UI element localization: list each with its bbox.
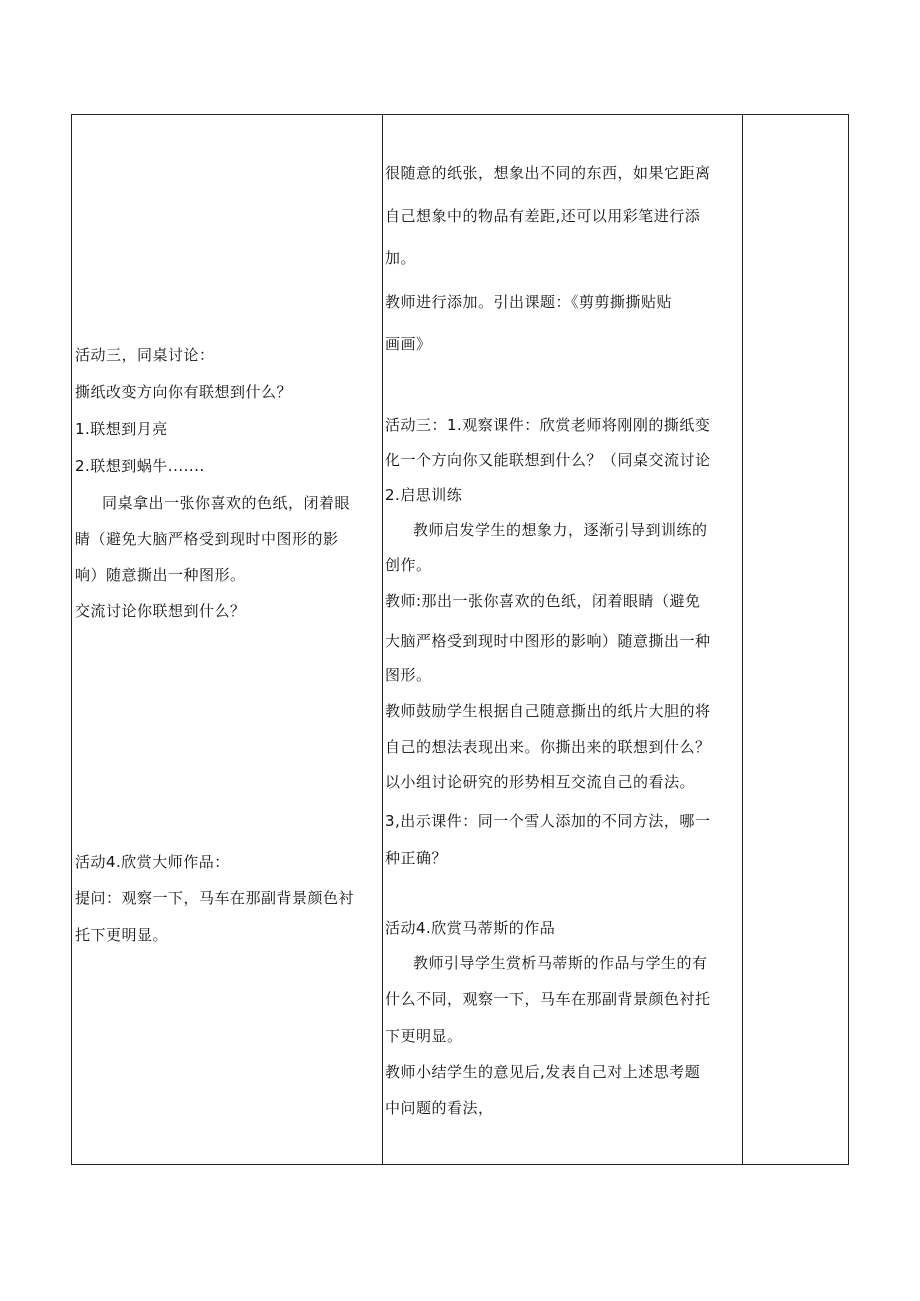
- activity4-line-5: 教师小结学生的意见后,发表自己对上述思考题: [385, 1063, 701, 1081]
- activity3-line-7: 大脑严格受到现时中图形的影响）随意撕出一种: [385, 632, 711, 650]
- activity4-line-3: 什么不同，观察一下，马车在那副背景颜色衬托: [385, 990, 711, 1008]
- activity3-line-6: 教师:那出一张你喜欢的色纸，闭着眼睛（避免: [385, 592, 701, 610]
- activity3-line-5: 创作。: [385, 556, 432, 574]
- activity4-line-2: 教师引导学生赏析马蒂斯的作品与学生的有: [413, 954, 708, 972]
- paragraph-2-line-2: 画画》: [385, 335, 432, 353]
- activity4-line-4: 下更明显。: [385, 1027, 463, 1045]
- activity3-line-3: 2.启思训练: [385, 486, 463, 504]
- activity3-title: 活动三，同桌讨论：: [75, 346, 215, 364]
- activity4-question-line-2: 托下更明显。: [75, 926, 169, 944]
- activity3-line-2: 化一个方向你又能联想到什么？（同桌交流讨论: [385, 451, 711, 469]
- activity3-line-13: 种正确？: [385, 849, 448, 867]
- instruction-line-2: 睛（避免大脑严格受到现时中图形的影: [75, 530, 339, 548]
- activity3-question: 撕纸改变方向你有联想到什么？: [75, 383, 293, 401]
- activity4-line-6: 中问题的看法，: [385, 1099, 494, 1117]
- activity3-line-10: 自己的想法表现出来。你撕出来的联想到什么？: [385, 738, 711, 756]
- activity4-question-line-1: 提问：观察一下，马车在那副背景颜色衬: [75, 889, 355, 907]
- notes-column: [743, 115, 848, 1164]
- activity3-line-8: 图形。: [385, 666, 432, 684]
- activity3-line-4: 教师启发学生的想象力，逐渐引导到训练的: [413, 521, 708, 539]
- association-item-1: 1.联想到月亮: [75, 420, 168, 438]
- lesson-plan-table: [71, 114, 849, 1165]
- activity3-line-11: 以小组讨论研究的形势相互交流自己的看法。: [385, 773, 696, 791]
- instruction-line-3: 响）随意撕出一种图形。: [75, 566, 246, 584]
- paragraph-1-line-1: 很随意的纸张，想象出不同的东西，如果它距离: [385, 164, 711, 182]
- activity3-line-1: 活动三：1.观察课件：欣赏老师将刚刚的撕纸变: [385, 416, 711, 434]
- activity3-line-9: 教师鼓励学生根据自己随意撕出的纸片大胆的将: [385, 702, 711, 720]
- teacher-activity-column: [383, 115, 742, 1164]
- activity4-line-1: 活动4.欣赏马蒂斯的作品: [385, 919, 556, 937]
- activity4-title: 活动4.欣赏大师作品：: [75, 853, 230, 871]
- paragraph-1-line-3: 加。: [385, 249, 417, 267]
- discussion-prompt: 交流讨论你联想到什么？: [75, 602, 246, 620]
- activity3-line-12: 3,出示课件：同一个雪人添加的不同方法，哪一: [385, 812, 711, 830]
- association-item-2: 2.联想到蜗牛.......: [75, 457, 205, 475]
- paragraph-1-line-2: 自己想象中的物品有差距,还可以用彩笔进行添: [385, 207, 701, 225]
- instruction-line-1: 同桌拿出一张你喜欢的色纸，闭着眼: [102, 494, 351, 512]
- paragraph-2-line-1: 教师进行添加。引出课题：《剪剪撕撕贴贴: [385, 293, 673, 311]
- student-activity-column: [72, 115, 382, 1164]
